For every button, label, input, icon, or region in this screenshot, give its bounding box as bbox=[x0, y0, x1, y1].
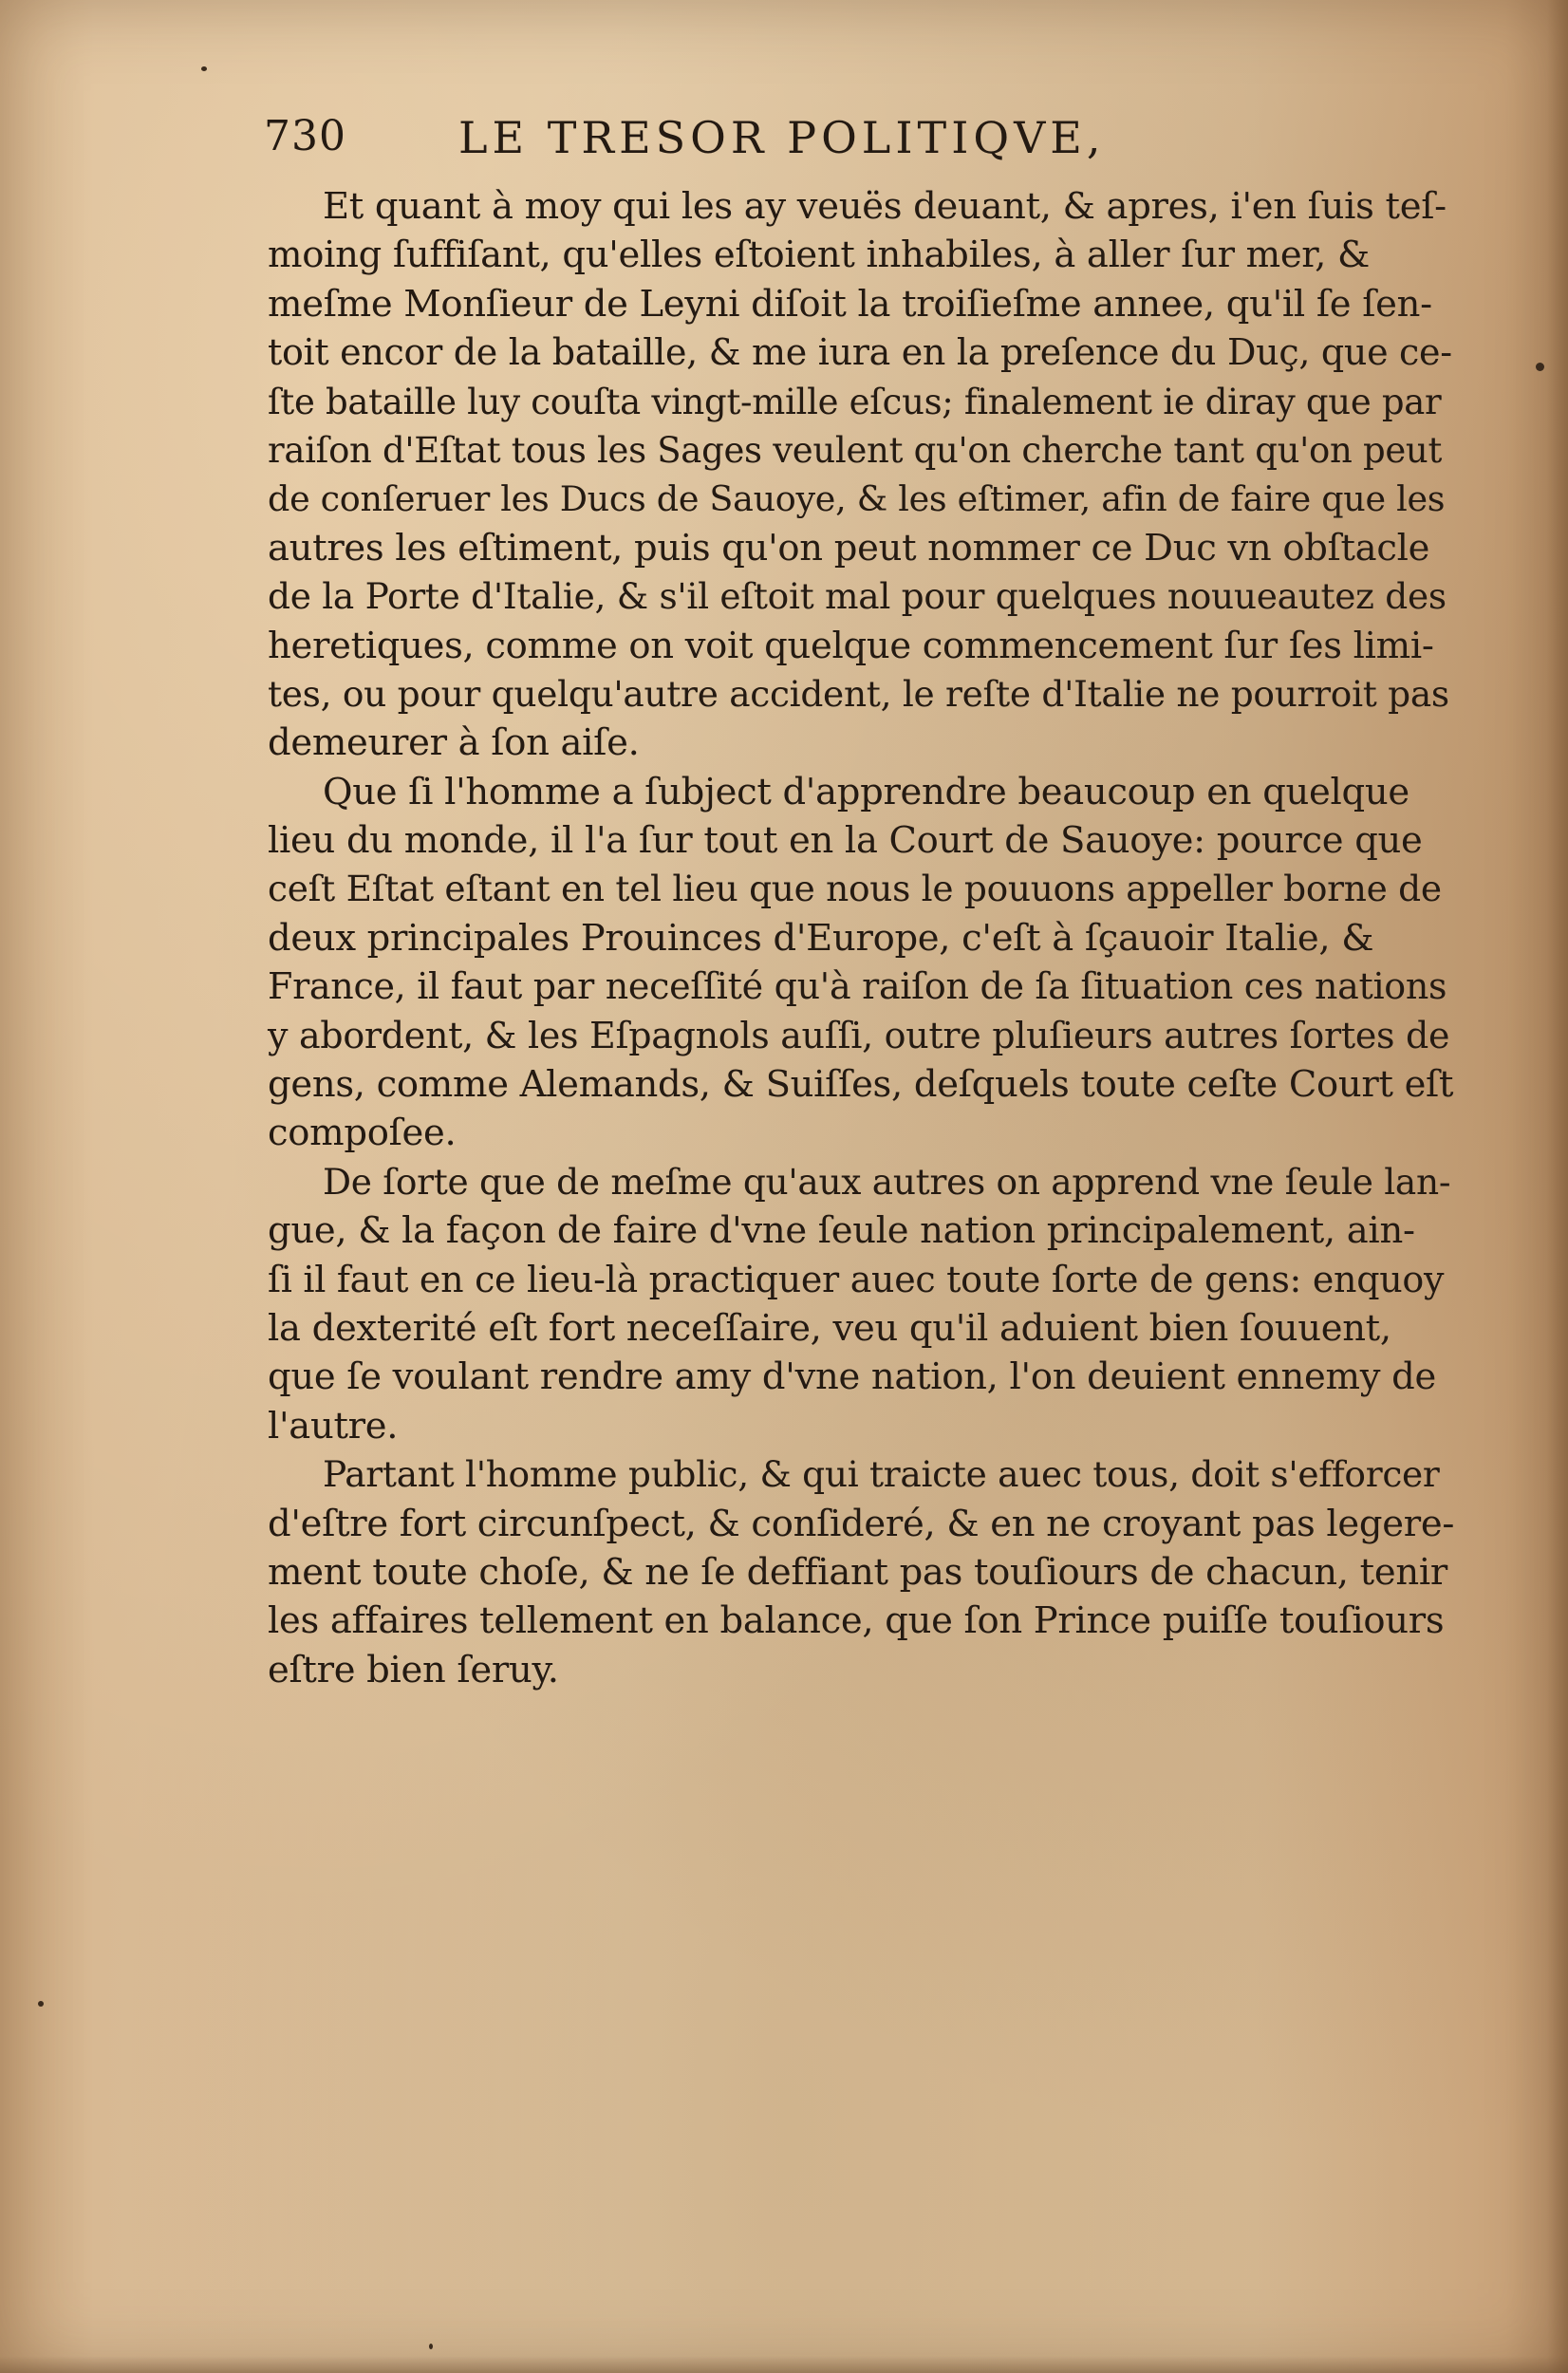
page-edge-right bbox=[1547, 0, 1568, 2373]
paragraph-3 bbox=[268, 1158, 1454, 1450]
text-line: Que ſi l'homme a ſubject d'apprendre beaucoup en quelque bbox=[323, 770, 1409, 813]
text-line: tes, ou pour quelqu'autre accident, le reſte d'Italie ne pourroit pas bbox=[268, 672, 1449, 715]
text-line: que ſe voulant rendre amy d'vne nation, l'on deuient ennemy de bbox=[268, 1355, 1436, 1399]
text-line: la dexterité eſt fort neceſſaire, veu qu'il aduient bien ſouuent, bbox=[268, 1306, 1391, 1350]
text-line: De ſorte que de meſme qu'aux autres on apprend vne ſeule lan- bbox=[323, 1160, 1451, 1203]
text-line: heretiques, comme on voit quelque commencement ſur ſes limi- bbox=[268, 624, 1434, 667]
page-number: 730 bbox=[264, 112, 346, 160]
text-line: gens, comme Alemands, & Suiſſes, deſquels toute ceſte Court eſt bbox=[268, 1063, 1454, 1107]
text-line: compoſee. bbox=[268, 1112, 457, 1155]
text-line: ſte bataille luy couſta vingt-mille eſcus; finalement ie diray que par bbox=[268, 381, 1442, 422]
ink-speck bbox=[201, 66, 207, 71]
paragraph-2 bbox=[268, 768, 1454, 1158]
text-line: de la Porte d'Italie, & s'il eſtoit mal pour quelques nouueautez des bbox=[268, 575, 1447, 618]
text-line: eſtre bien ſeruy. bbox=[268, 1648, 559, 1691]
paragraph-4 bbox=[268, 1450, 1454, 1694]
ink-speck bbox=[38, 2001, 44, 2007]
text-line: les affaires tellement en balance, que ſon Prince puiſſe touſiours bbox=[268, 1599, 1445, 1643]
text-line: Et quant à moy qui les ay veuës deuant, & apres, i'en ſuis teſ- bbox=[323, 185, 1447, 228]
page-header bbox=[264, 112, 1270, 169]
text-line: raiſon d'Eſtat tous les Sages veulent qu'on cherche tant qu'on peut bbox=[268, 429, 1443, 471]
text-line: moing ſuffiſant, qu'elles eſtoient inhabiles, à aller ſur mer, & bbox=[268, 234, 1371, 277]
text-line: y abordent, & les Eſpagnols auſſi, outre pluſieurs autres ſortes de bbox=[268, 1014, 1450, 1056]
ink-speck bbox=[429, 2344, 433, 2349]
text-line: de conſeruer les Ducs de Sauoye, & les eſtimer, afin de faire que les bbox=[268, 478, 1446, 520]
running-title: LE TRESOR POLITIQVE, bbox=[458, 112, 1106, 163]
text-line: deux principales Prouinces d'Europe, c'eſt à ſçauoir Italie, & bbox=[268, 916, 1374, 960]
text-line: Partant l'homme public, & qui traicte auec tous, doit s'efforcer bbox=[323, 1453, 1440, 1496]
text-line: ceſt Eſtat eſtant en tel lieu que nous le pouuons appeller borne de bbox=[268, 868, 1442, 910]
text-line: autres les eſtiment, puis qu'on peut nommer ce Duc vn obſtacle bbox=[268, 526, 1430, 570]
text-line: demeurer à ſon aiſe. bbox=[268, 721, 640, 765]
text-line: France, il faut par neceſſité qu'à raiſon de ſa ſituation ces nations bbox=[268, 965, 1447, 1008]
text-line: l'autre. bbox=[268, 1404, 399, 1448]
page-edge-bottom bbox=[0, 2356, 1568, 2373]
text-line: d'eſtre fort circunſpect, & conſideré, & en ne croyant pas legere- bbox=[268, 1502, 1455, 1545]
body-text bbox=[268, 182, 1454, 1694]
text-line: gue, & la façon de faire d'vne ſeule nation principalement, ain- bbox=[268, 1209, 1415, 1253]
text-line: toit encor de la bataille, & me iura en la preſence du Duç, que ce- bbox=[268, 331, 1452, 374]
ink-speck bbox=[1536, 363, 1544, 371]
text-line: meſme Monſieur de Leyni diſoit la troiſieſme annee, qu'il ſe ſen- bbox=[268, 282, 1432, 326]
text-line: ſi il faut en ce lieu-là practiquer auec toute ſorte de gens: enquoy bbox=[268, 1258, 1445, 1300]
paragraph-1 bbox=[268, 182, 1454, 768]
text-line: ment toute choſe, & ne ſe deffiant pas touſiours de chacun, tenir bbox=[268, 1550, 1447, 1594]
text-line: lieu du monde, il l'a ſur tout en la Court de Sauoye: pource que bbox=[268, 819, 1423, 863]
